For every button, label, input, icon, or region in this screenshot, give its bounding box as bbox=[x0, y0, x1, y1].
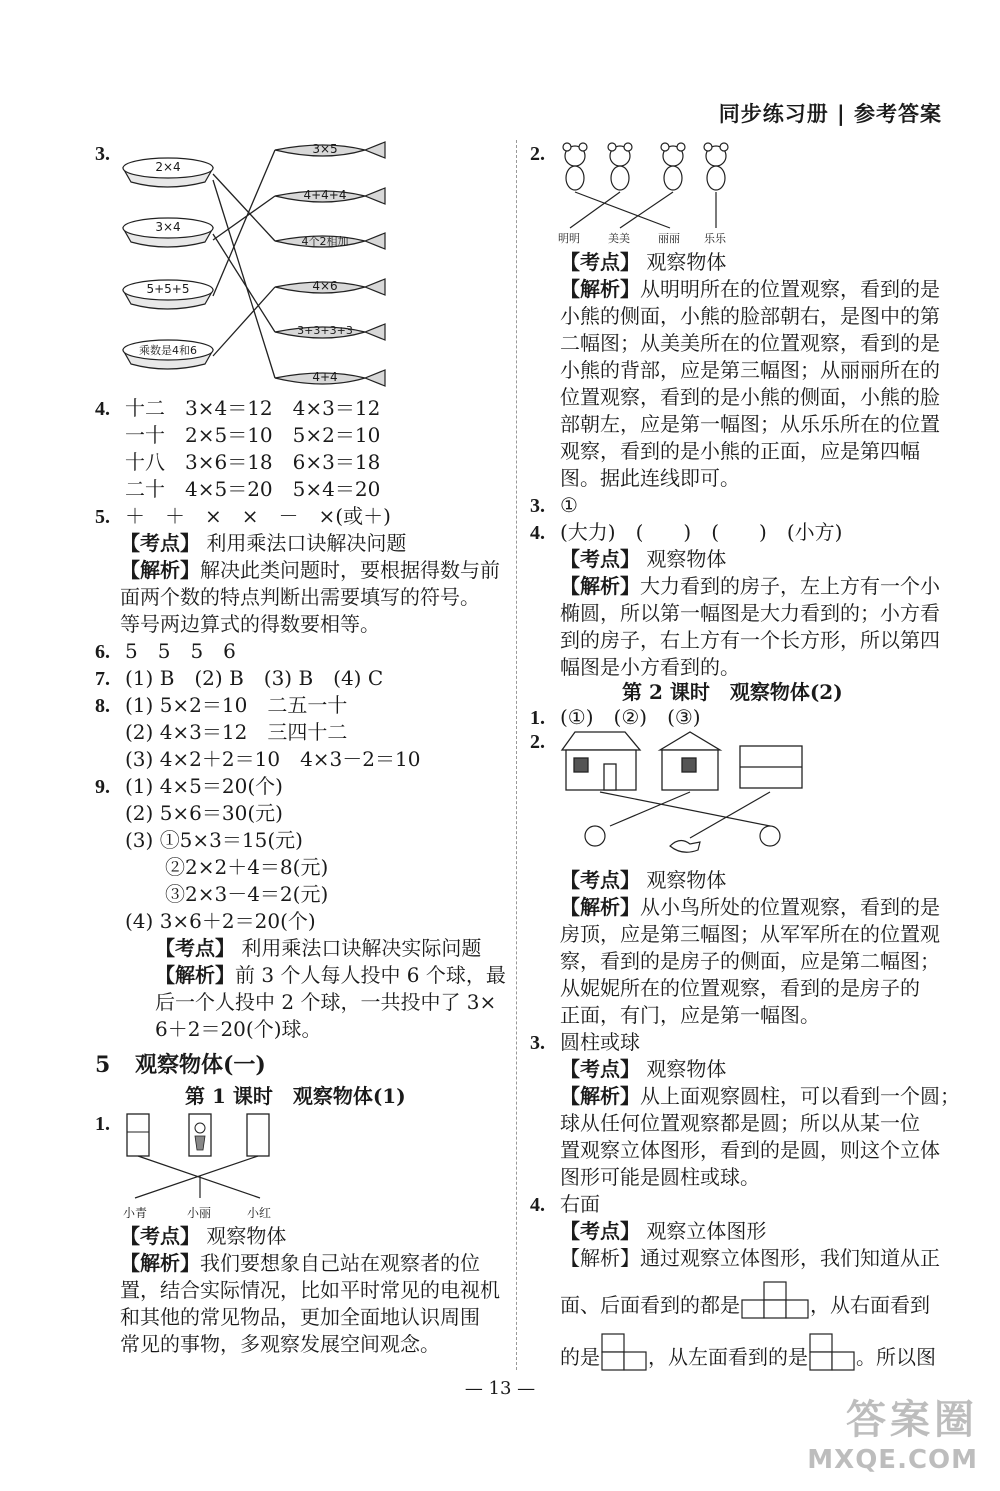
answer-line bbox=[155, 934, 481, 962]
line-text: 后一个人投中 2 个球，一共投中了 3× bbox=[155, 990, 497, 1014]
house-top-view bbox=[740, 746, 802, 788]
basket-label: 乘数是4和6 bbox=[139, 344, 197, 357]
page-header bbox=[719, 98, 942, 128]
line-text: 观察物体 bbox=[206, 1224, 287, 1248]
line-text: 观察立体图形 bbox=[646, 1219, 767, 1243]
observer-boy bbox=[585, 826, 605, 846]
answer-line bbox=[560, 866, 726, 894]
line-text: (4) 3×6＋2＝20(个) bbox=[125, 909, 316, 933]
answer-line bbox=[560, 1217, 766, 1245]
tag-label: 【考点】 bbox=[560, 547, 640, 571]
answer-line bbox=[120, 529, 406, 557]
tag-label: 【考点】 bbox=[120, 1224, 200, 1248]
line-text: ，从左面看到的是 bbox=[648, 1345, 808, 1369]
answer-line bbox=[95, 664, 383, 693]
tag-label: 【解析】 bbox=[120, 558, 200, 582]
answer-line bbox=[560, 545, 726, 573]
answer-line bbox=[95, 502, 391, 531]
l1-diagram bbox=[95, 1110, 305, 1200]
answer-line bbox=[120, 610, 380, 638]
basket-label: 3×4 bbox=[155, 220, 181, 234]
header-separator: | bbox=[837, 102, 846, 126]
watermark-logo: 答案圈 bbox=[846, 1397, 978, 1443]
question-number: 9. bbox=[95, 776, 110, 798]
left-view-shape bbox=[808, 1332, 856, 1372]
line-text: ＋ ＋ × × － ×(或＋) bbox=[125, 504, 391, 528]
question-number: 5. bbox=[95, 506, 110, 528]
line-text: 。所以图 bbox=[856, 1345, 936, 1369]
observer-label: 小青 bbox=[123, 1206, 148, 1220]
unit-number: 5 bbox=[95, 1052, 111, 1078]
question-number: 3. bbox=[530, 495, 545, 517]
r-q2-figure bbox=[530, 728, 820, 868]
answer-line bbox=[120, 556, 500, 584]
answer-line bbox=[125, 421, 380, 449]
fish-label: 4+4 bbox=[312, 370, 338, 384]
answer-line bbox=[560, 1280, 930, 1320]
fish-label: 4+4+4 bbox=[303, 188, 347, 202]
answer-line bbox=[530, 1190, 600, 1219]
line-text: 小熊的侧面，小熊的脸部朝右，是图中的第 bbox=[560, 304, 940, 328]
fridge-view-3 bbox=[247, 1114, 269, 1156]
answer-line bbox=[560, 947, 940, 975]
house-side-view bbox=[660, 732, 720, 790]
house-front-view bbox=[562, 732, 640, 790]
q3-figure bbox=[95, 140, 505, 400]
answer-line bbox=[560, 920, 940, 948]
lesson-heading: 第 2 课时 观察物体(2) bbox=[622, 680, 843, 704]
line-text: 球从任何位置观察都是圆；所以从某一位 bbox=[560, 1111, 920, 1135]
right-view-shape bbox=[600, 1332, 648, 1372]
line-text: 面两个数的特点判断出需要填写的符号。 bbox=[120, 585, 480, 609]
line-text: 从妮妮所在的位置观察，看到的是房子的 bbox=[560, 976, 920, 1000]
line-text: 常见的事物，多观察发展空间观念。 bbox=[120, 1332, 440, 1356]
answer-line bbox=[560, 1001, 820, 1029]
watermark bbox=[807, 1388, 978, 1475]
question-number: 6. bbox=[95, 641, 110, 663]
page-number: — 13 — bbox=[464, 1378, 536, 1399]
line-text: 正面，有门，应是第一幅图。 bbox=[560, 1003, 820, 1027]
line-text: 和其他的常见物品，更加全面地认识周围 bbox=[120, 1305, 480, 1329]
basket-label: 5+5+5 bbox=[146, 282, 190, 296]
line-text: (大力) ( ) ( ) (小方) bbox=[560, 520, 843, 544]
answer-line bbox=[120, 583, 480, 611]
fridge-view-1 bbox=[127, 1114, 149, 1156]
line-text: 面、后面看到的都是 bbox=[560, 1293, 740, 1317]
answer-line bbox=[125, 718, 347, 746]
line-text: 等号两边算式的得数要相等。 bbox=[120, 612, 380, 636]
line-text: ②2×2＋4＝8(元) bbox=[165, 855, 329, 879]
line-text: 小熊的背部，应是第三幅图；从丽丽所在的 bbox=[560, 358, 940, 382]
match-lines bbox=[213, 150, 275, 378]
line-text: 部朝左，应是第一幅图；从乐乐所在的位置 bbox=[560, 412, 940, 436]
tag-label: 【考点】 bbox=[120, 531, 200, 555]
line-text: (1) B (2) B (3) B (4) C bbox=[125, 666, 384, 690]
answer-line bbox=[560, 329, 940, 357]
observer-bird bbox=[670, 840, 700, 852]
question-number: 3. bbox=[95, 143, 110, 165]
line-text: 位置观察，看到的是小熊的侧面，小熊的脸 bbox=[560, 385, 940, 409]
bear-view-3 bbox=[661, 143, 685, 190]
answer-line bbox=[530, 491, 578, 520]
answer-line bbox=[560, 410, 940, 438]
answer-line bbox=[155, 961, 506, 989]
line-text: 6＋2＝20(个)球。 bbox=[155, 1017, 322, 1041]
line-text: 房顶，应是第三幅图；从军军所在的位置观 bbox=[560, 922, 940, 946]
observer-label: 明明 bbox=[558, 232, 580, 245]
line-text: 的是 bbox=[560, 1345, 600, 1369]
answer-line bbox=[560, 275, 940, 303]
tag-label: 【考点】 bbox=[560, 1219, 640, 1243]
answer-line bbox=[120, 1330, 440, 1358]
front-view-shape bbox=[740, 1280, 810, 1320]
answer-line bbox=[120, 1249, 480, 1277]
answer-line bbox=[560, 1082, 960, 1110]
answer-line bbox=[560, 1163, 760, 1191]
answer-line bbox=[560, 1244, 940, 1272]
observer-label: 乐乐 bbox=[704, 232, 726, 245]
line-text: 观察物体 bbox=[646, 868, 727, 892]
fish-label: 3×5 bbox=[312, 142, 338, 156]
answer-line bbox=[165, 880, 328, 908]
line-text: 前 3 个人每人投中 6 个球，最 bbox=[235, 963, 506, 987]
line-text: 我们要想象自己站在观察者的位 bbox=[200, 1251, 480, 1275]
line-text: 十二 3×4＝12 4×3＝12 bbox=[125, 396, 381, 420]
question-number: 3. bbox=[530, 1032, 545, 1054]
answer-line bbox=[560, 356, 940, 384]
answer-line bbox=[120, 1222, 286, 1250]
answer-line bbox=[530, 518, 842, 547]
unit-title: 观察物体(一) bbox=[135, 1052, 266, 1078]
header-title: 同步练习册 bbox=[718, 102, 829, 126]
answer-line bbox=[95, 637, 236, 666]
question-number: 4. bbox=[530, 522, 545, 544]
answer-line bbox=[125, 799, 283, 827]
answer-line bbox=[125, 745, 420, 773]
header-subtitle: 参考答案 bbox=[854, 102, 942, 126]
answer-line bbox=[165, 853, 328, 881]
line-text: 观察物体 bbox=[646, 1057, 727, 1081]
column-divider bbox=[516, 140, 517, 1370]
line-text: ，从右面看到 bbox=[810, 1293, 930, 1317]
tag-label: 【解析】 bbox=[560, 895, 640, 919]
question-number: 1. bbox=[530, 707, 545, 729]
answer-line bbox=[530, 1028, 640, 1057]
line-text: 观察，看到的是小熊的正面，应是第四幅 bbox=[560, 439, 920, 463]
answer-line bbox=[560, 1136, 940, 1164]
answer-line bbox=[560, 626, 940, 654]
answer-line bbox=[95, 691, 347, 720]
line-text: (3) ①5×3＝15(元) bbox=[125, 828, 303, 852]
fish-label: 4个2相加 bbox=[301, 235, 349, 248]
line-text: 二十 4×5＝20 5×4＝20 bbox=[125, 477, 381, 501]
watermark-url: MXQE.COM bbox=[807, 1445, 978, 1475]
answer-line bbox=[125, 907, 316, 935]
answer-line bbox=[155, 1015, 322, 1043]
line-text: 十八 3×6＝18 6×3＝18 bbox=[125, 450, 381, 474]
line-text: 图。据此连线即可。 bbox=[560, 466, 740, 490]
bear-view-1 bbox=[563, 143, 587, 190]
fish-label: 4×6 bbox=[312, 279, 338, 293]
answer-line bbox=[560, 893, 940, 921]
bear-view-2 bbox=[608, 143, 632, 190]
line-text: ① bbox=[560, 493, 578, 517]
l1-figure bbox=[95, 1110, 305, 1220]
line-text: 【解析】通过观察立体图形，我们知道从正 bbox=[560, 1246, 940, 1270]
line-text: (①) (②) (③) bbox=[560, 705, 701, 729]
observer-label: 丽丽 bbox=[658, 232, 680, 245]
tag-label: 【解析】 bbox=[560, 277, 640, 301]
line-text: 图形可能是圆柱或球。 bbox=[560, 1165, 760, 1189]
line-text: 观察物体 bbox=[646, 250, 727, 274]
line-text: 利用乘法口诀解决实际问题 bbox=[241, 936, 482, 960]
answer-line bbox=[560, 437, 920, 465]
tag-label: 【考点】 bbox=[155, 936, 235, 960]
question-number: 4. bbox=[530, 1194, 545, 1216]
bear-view-4 bbox=[704, 143, 728, 190]
r2-figure bbox=[530, 140, 760, 250]
line-text: 从小鸟所处的位置观察，看到的是 bbox=[640, 895, 940, 919]
answer-line bbox=[95, 394, 380, 423]
answer-line bbox=[125, 475, 380, 503]
answer-line bbox=[120, 1303, 480, 1331]
tag-label: 【考点】 bbox=[560, 250, 640, 274]
line-text: (3) 4×2＋2＝10 4×3－2＝10 bbox=[125, 747, 421, 771]
answer-line bbox=[560, 599, 940, 627]
answer-line bbox=[125, 826, 303, 854]
question-number: 4. bbox=[95, 398, 110, 420]
observer-label: 美美 bbox=[608, 232, 630, 245]
question-number: 7. bbox=[95, 668, 110, 690]
question-number: 2. bbox=[530, 143, 545, 165]
line-text: 椭圆，所以第一幅图是大力看到的；小方看 bbox=[560, 601, 940, 625]
line-text: 从上面观察圆柱，可以看到一个圆； bbox=[640, 1084, 960, 1108]
observer-label: 小红 bbox=[247, 1206, 272, 1220]
answer-line bbox=[560, 248, 726, 276]
tag-label: 【解析】 bbox=[560, 1084, 640, 1108]
fish-label: 3+3+3+3 bbox=[297, 324, 353, 337]
observer-label: 小丽 bbox=[187, 1206, 212, 1220]
line-text: 从明明所在的位置观察，看到的是 bbox=[640, 277, 940, 301]
basket-label: 2×4 bbox=[155, 160, 181, 174]
line-text: 二幅图；从美美所在的位置观察，看到的是 bbox=[560, 331, 940, 355]
line-text: (2) 5×6＝30(元) bbox=[125, 801, 283, 825]
answer-line bbox=[560, 1055, 726, 1083]
answer-line bbox=[560, 1109, 920, 1137]
line-text: 一十 2×5＝10 5×2＝10 bbox=[125, 423, 381, 447]
line-text: 到的房子，右上方有一个长方形，所以第四 bbox=[560, 628, 940, 652]
line-text: 解决此类问题时，要根据得数与前 bbox=[200, 558, 500, 582]
tag-label: 【解析】 bbox=[155, 963, 235, 987]
line-text: (1) 5×2＝10 二五一十 bbox=[125, 693, 348, 717]
answer-line bbox=[560, 464, 740, 492]
answer-line bbox=[560, 383, 940, 411]
answer-line bbox=[560, 974, 920, 1002]
question-number: 1. bbox=[95, 1113, 110, 1135]
answer-line bbox=[560, 1332, 936, 1372]
answer-line bbox=[95, 772, 283, 801]
answer-line bbox=[120, 1276, 500, 1304]
line-text: 5 5 5 6 bbox=[125, 639, 236, 663]
lesson-heading: 第 1 课时 观察物体(1) bbox=[185, 1084, 406, 1108]
tag-label: 【解析】 bbox=[120, 1251, 200, 1275]
line-text: 观察物体 bbox=[646, 547, 727, 571]
tag-label: 【考点】 bbox=[560, 1057, 640, 1081]
answer-line bbox=[560, 302, 940, 330]
line-text: 圆柱或球 bbox=[560, 1030, 640, 1054]
line-text: 置，结合实际情况，比如平时常见的电视机 bbox=[120, 1278, 500, 1302]
line-text: ③2×3－4＝2(元) bbox=[165, 882, 329, 906]
answer-line bbox=[125, 448, 380, 476]
line-text: (1) 4×5＝20(个) bbox=[125, 774, 283, 798]
r2-diagram bbox=[530, 140, 760, 232]
unit-heading bbox=[95, 1048, 266, 1079]
question-number: 8. bbox=[95, 695, 110, 717]
answer-line bbox=[155, 988, 496, 1016]
line-text: 察，看到的是房子的侧面，应是第二幅图； bbox=[560, 949, 940, 973]
tag-label: 【解析】 bbox=[560, 574, 640, 598]
line-text: 幅图是小方看到的。 bbox=[560, 655, 740, 679]
question-number: 2. bbox=[530, 731, 545, 753]
tag-label: 【考点】 bbox=[560, 868, 640, 892]
observer-girl bbox=[760, 826, 780, 846]
line-text: 大力看到的房子，左上方有一个小 bbox=[640, 574, 940, 598]
line-text: 置观察立体图形，看到的是圆，则这个立体 bbox=[560, 1138, 940, 1162]
line-text: (2) 4×3＝12 三四十二 bbox=[125, 720, 348, 744]
q3-diagram bbox=[95, 140, 505, 400]
line-text: 右面 bbox=[560, 1192, 600, 1216]
r-q2-diagram bbox=[530, 728, 820, 868]
line-text: 利用乘法口诀解决问题 bbox=[206, 531, 407, 555]
answer-line bbox=[560, 572, 940, 600]
